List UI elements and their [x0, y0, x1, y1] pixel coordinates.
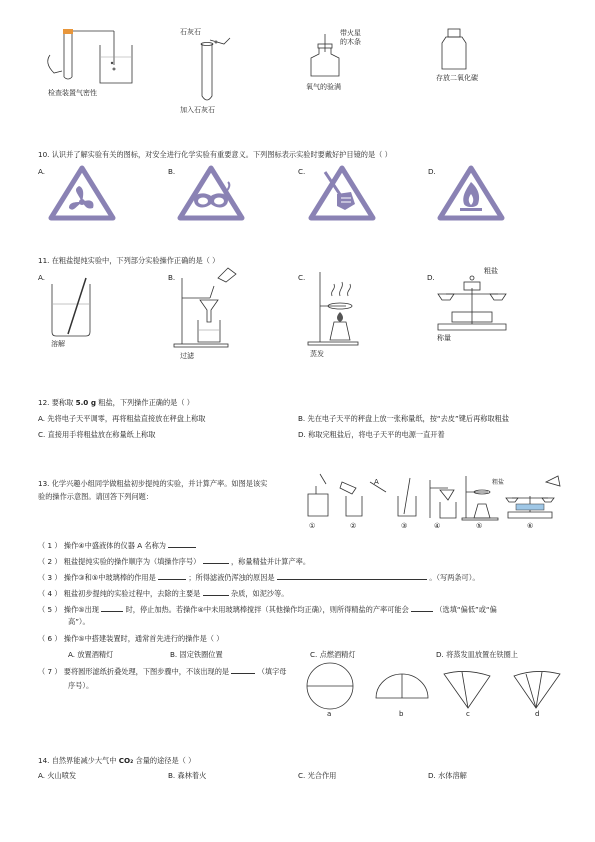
goggles-icon[interactable]: [176, 164, 246, 222]
q10-option-c-label[interactable]: C.: [298, 167, 306, 176]
q13-operations-figure: [302, 472, 562, 524]
q11-option-d-label[interactable]: D.: [427, 273, 435, 282]
caption-oxygen-top2: 的木条: [340, 38, 361, 46]
filter-label-a: a: [327, 710, 332, 718]
q12-amount: 5.0 g: [75, 398, 96, 407]
q13-sub5: [38, 604, 497, 614]
q13-sub7-text-b: （填字母: [257, 667, 287, 676]
q13-sub6-option-c[interactable]: C. 点燃酒精灯: [310, 650, 356, 659]
q13-fig-label-6: ⑥: [527, 522, 534, 530]
q13-sub5-blank2[interactable]: [411, 604, 433, 612]
filter-label-c: c: [466, 710, 470, 718]
q13-sub5-text-b: 时，停止加热。若操作④中未用玻璃棒搅拌（其他操作均正确），则所得精盐的产率可能会: [125, 605, 409, 614]
caption-check-airtightness: 检查装置气密性: [48, 89, 97, 97]
q14-stem-post: 含量的途径是（ ）: [135, 756, 196, 765]
q11-option-b-label[interactable]: B.: [168, 273, 176, 282]
caption-oxygen-top1: 带火星: [340, 29, 361, 37]
q13-sub4-text-b: 杂质，如泥沙等。: [230, 589, 289, 598]
q10-option-b-label[interactable]: B.: [168, 167, 176, 176]
q13-sub2-text-a: （ 2 ） 粗盐提纯实验的操作顺序为（填操作序号）: [38, 557, 201, 566]
caption-dissolve: 溶解: [51, 340, 65, 348]
airtightness-diagram: [40, 25, 140, 85]
balance-salt-label: 粗盐: [484, 267, 498, 275]
caption-weighing: 称量: [437, 334, 451, 342]
q12-option-d[interactable]: D. 称取完粗盐后，将电子天平的电源一直开着: [298, 430, 445, 439]
q13-sub3-text-b: ；所得滤液仍浑浊的原因是: [188, 573, 275, 582]
filter-label-b: b: [399, 710, 404, 718]
q13-fig-label-1: ①: [309, 522, 316, 530]
q14-option-b[interactable]: B. 森林着火: [168, 771, 207, 780]
q13-sub7: [38, 666, 286, 676]
filter-paper-a[interactable]: [306, 662, 356, 712]
q12-option-b[interactable]: B. 先在电子天平的秤盘上放一张称量纸，按“去皮”键后再称取粗盐: [298, 414, 510, 423]
q13-sub4: [38, 588, 288, 598]
sharp-object-icon[interactable]: [307, 164, 377, 222]
q13-sub7-text-a: （ 7 ） 要将圆形滤纸折叠处理，下图步骤中，不该出现的是: [38, 667, 230, 676]
oxygen-test-diagram: [305, 30, 345, 80]
caption-oxygen-test: 氧气的验满: [306, 83, 341, 91]
q13-sub6-option-a[interactable]: A. 放置酒精灯: [68, 650, 114, 659]
q13-sub7-blank[interactable]: [231, 666, 255, 674]
evaporation-diagram[interactable]: [302, 266, 372, 346]
q13-sub5-blank1[interactable]: [101, 604, 123, 612]
balance-diagram[interactable]: [432, 274, 512, 334]
q10-stem: 10. 认识并了解实验有关的图标，对安全进行化学实验有重要意义。下列图标表示实验时要戴好护目镜的是（ ）: [38, 150, 392, 159]
q14-option-d[interactable]: D. 水体溶解: [428, 771, 467, 780]
filtration-diagram[interactable]: [170, 258, 240, 348]
q13-sub1-text: （ 1 ） 操作④中盛液体的仪器 A 名称为: [38, 541, 166, 550]
filter-paper-b[interactable]: [374, 672, 430, 702]
q13-sub3-blank2[interactable]: [277, 572, 427, 580]
filter-label-d: d: [535, 710, 540, 718]
q13-sub3-text-c: 。（写两条可）。: [429, 573, 480, 582]
q13-sub5-cont: 高”）。: [68, 617, 90, 626]
q13-stem-line2: 验的操作示意图。请回答下列问题：: [38, 492, 154, 501]
q13-sub6: （ 6 ） 操作⑤中搭建装置时，通常首先进行的操作是（ ）: [38, 634, 224, 643]
q13-fig-label-4: ④: [434, 522, 441, 530]
q13-stem-line1: 13. 化学兴趣小组同学做粗盐初步提纯的实验，并计算产率。如图是该实: [38, 479, 268, 488]
q13-sub4-blank[interactable]: [203, 588, 229, 596]
q10-option-d-label[interactable]: D.: [428, 167, 436, 176]
store-co2-diagram: [436, 25, 476, 75]
q14-stem: [38, 756, 195, 765]
q14-option-c[interactable]: C. 光合作用: [298, 771, 337, 780]
q14-co2: CO₂: [118, 756, 134, 765]
q13-sub3: [38, 572, 480, 582]
q13-sub7-cont: 序号）。: [68, 681, 94, 690]
filter-paper-d[interactable]: [512, 668, 562, 712]
q13-fig-salt-label: 粗盐: [492, 479, 505, 486]
q10-option-a-label[interactable]: A.: [38, 167, 46, 176]
q13-sub5-text-a: （ 5 ） 操作⑤出现: [38, 605, 99, 614]
q13-sub4-text-a: （ 4 ） 粗盐初步提纯的实验过程中，去除的主要是: [38, 589, 201, 598]
caption-evaporation: 蒸发: [310, 350, 324, 358]
q14-option-a[interactable]: A. 火山喷发: [38, 771, 77, 780]
q13-sub6-option-b[interactable]: B. 固定铁圈位置: [170, 650, 223, 659]
q12-stem-pre: 12. 要称取: [38, 398, 74, 407]
add-limestone-diagram: [180, 38, 240, 108]
q13-sub5-text-c: （选填“偏低”或“偏: [435, 605, 497, 614]
q13-sub3-blank1[interactable]: [158, 572, 186, 580]
flame-icon[interactable]: [436, 164, 506, 222]
q12-stem: [38, 398, 194, 407]
q13-sub3-text-a: （ 3 ） 操作③和⑤中玻璃棒的作用是: [38, 573, 156, 582]
caption-limestone-top: 石灰石: [180, 28, 201, 36]
q11-option-c-label[interactable]: C.: [298, 273, 306, 282]
q13-sub2-blank[interactable]: [203, 556, 229, 564]
q14-stem-pre: 14. 自然界能减少大气中: [38, 756, 117, 765]
filter-paper-c[interactable]: [442, 668, 492, 712]
caption-add-limestone: 加入石灰石: [180, 106, 215, 114]
q13-fig-label-2: ②: [350, 522, 357, 530]
q13-sub2-text-b: ，称量精盐并计算产率。: [230, 557, 311, 566]
q12-option-a[interactable]: A. 先将电子天平调零，再将粗盐直接放在秤盘上称取: [38, 414, 206, 423]
q13-fig-label-3: ③: [401, 522, 408, 530]
q12-option-c[interactable]: C. 直接用手将粗盐放在称量纸上称取: [38, 430, 156, 439]
caption-filtration: 过滤: [180, 352, 194, 360]
q11-stem: 11. 在粗盐提纯实验中，下列部分实验操作正确的是（ ）: [38, 256, 220, 265]
ventilation-icon[interactable]: [47, 164, 117, 222]
q13-sub6-option-d[interactable]: D. 将蒸发皿放置在铁圈上: [436, 650, 518, 659]
q11-option-a-label[interactable]: A.: [38, 273, 46, 282]
q13-sub1: [38, 540, 196, 550]
dissolve-diagram[interactable]: [46, 276, 106, 338]
caption-store-co2: 存放二氧化碳: [436, 74, 478, 82]
q13-fig-label-a: A: [374, 478, 379, 486]
q13-sub2: [38, 556, 310, 566]
q13-sub1-blank[interactable]: [168, 540, 196, 548]
q13-fig-label-5: ⑤: [476, 522, 483, 530]
q12-stem-post: 粗盐，下列操作正确的是（ ）: [98, 398, 194, 407]
